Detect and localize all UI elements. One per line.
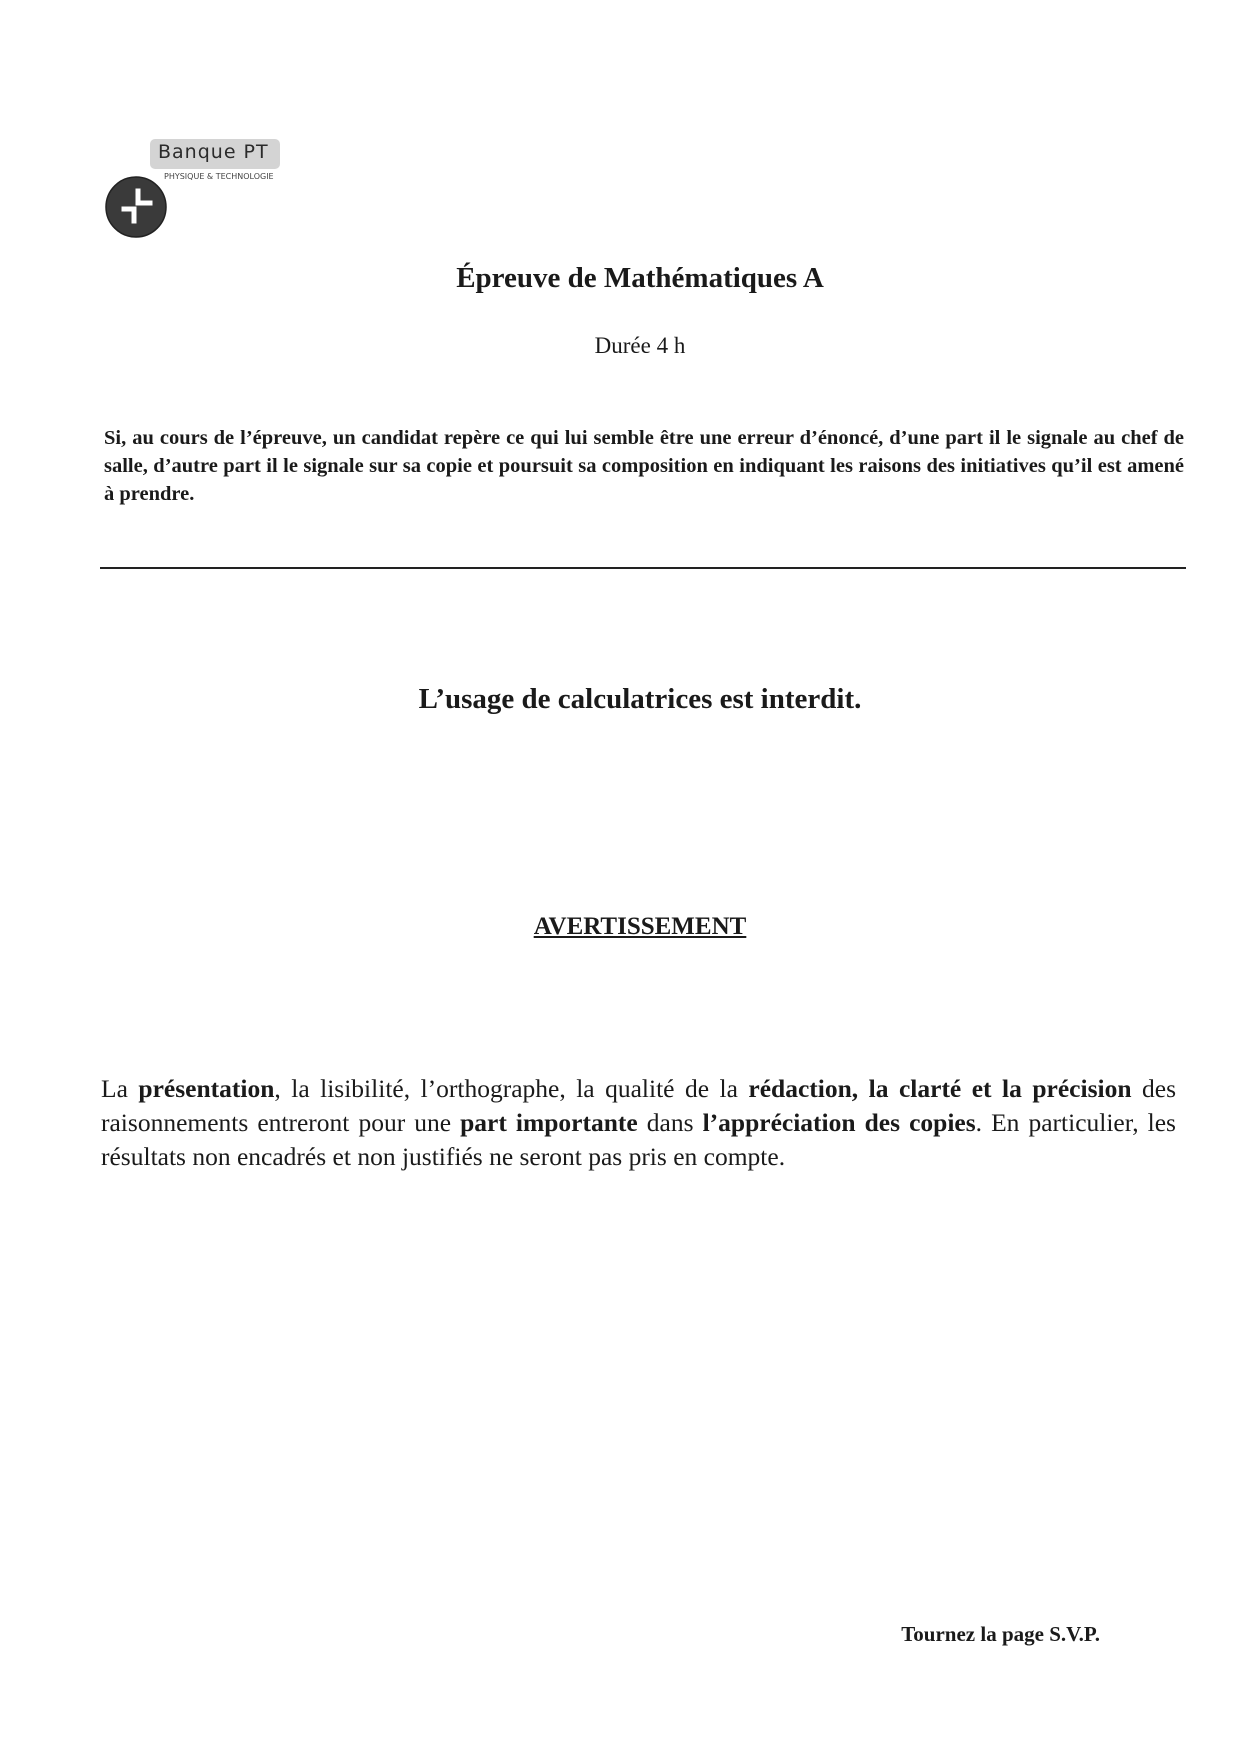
turn-page-note: Tournez la page S.V.P.: [901, 1622, 1100, 1646]
calculator-notice: L’usage de calculatrices est interdit.: [418, 683, 862, 715]
exam-title: Épreuve de Mathématiques A: [456, 262, 824, 294]
exam-duration: Durée 4 h: [594, 333, 686, 358]
warning-emphasis: part importante: [460, 1108, 638, 1137]
warning-text: , la lisibilité, l’orthographe, la qualité de la: [274, 1074, 749, 1103]
banque-pt-logo: [104, 135, 304, 245]
warning-text: dans: [637, 1108, 703, 1137]
logo-name: Banque PT: [158, 141, 269, 163]
warning-text: . En particulier, les résultats non encadrés et non justifiés ne seront pas pris en compte.: [101, 1108, 1176, 1171]
warning-text: des raisonnements entreront pour une: [101, 1074, 1176, 1137]
warning-title: AVERTISSEMENT: [533, 913, 747, 940]
warning-text: La: [101, 1074, 139, 1103]
warning-emphasis: rédaction, la clarté et la précision: [748, 1074, 1132, 1103]
error-instruction: Si, au cours de l’épreuve, un candidat repère ce qui lui semble être une erreur d’énoncé, d’une part il le signale au chef de salle, d’autre part il le signale sur sa copie et poursuit sa composition en indiquant les raisons des initiatives qu’il est amené à prendre.: [104, 427, 1184, 505]
separator-line: [100, 567, 1186, 569]
warning-body: [101, 1072, 1176, 1174]
warning-emphasis: l’appréciation des copies: [702, 1108, 976, 1137]
logo-subtitle: PHYSIQUE & TECHNOLOGIE: [164, 172, 274, 181]
logo-emblem-icon: [104, 175, 168, 239]
warning-emphasis: présentation: [138, 1074, 275, 1103]
